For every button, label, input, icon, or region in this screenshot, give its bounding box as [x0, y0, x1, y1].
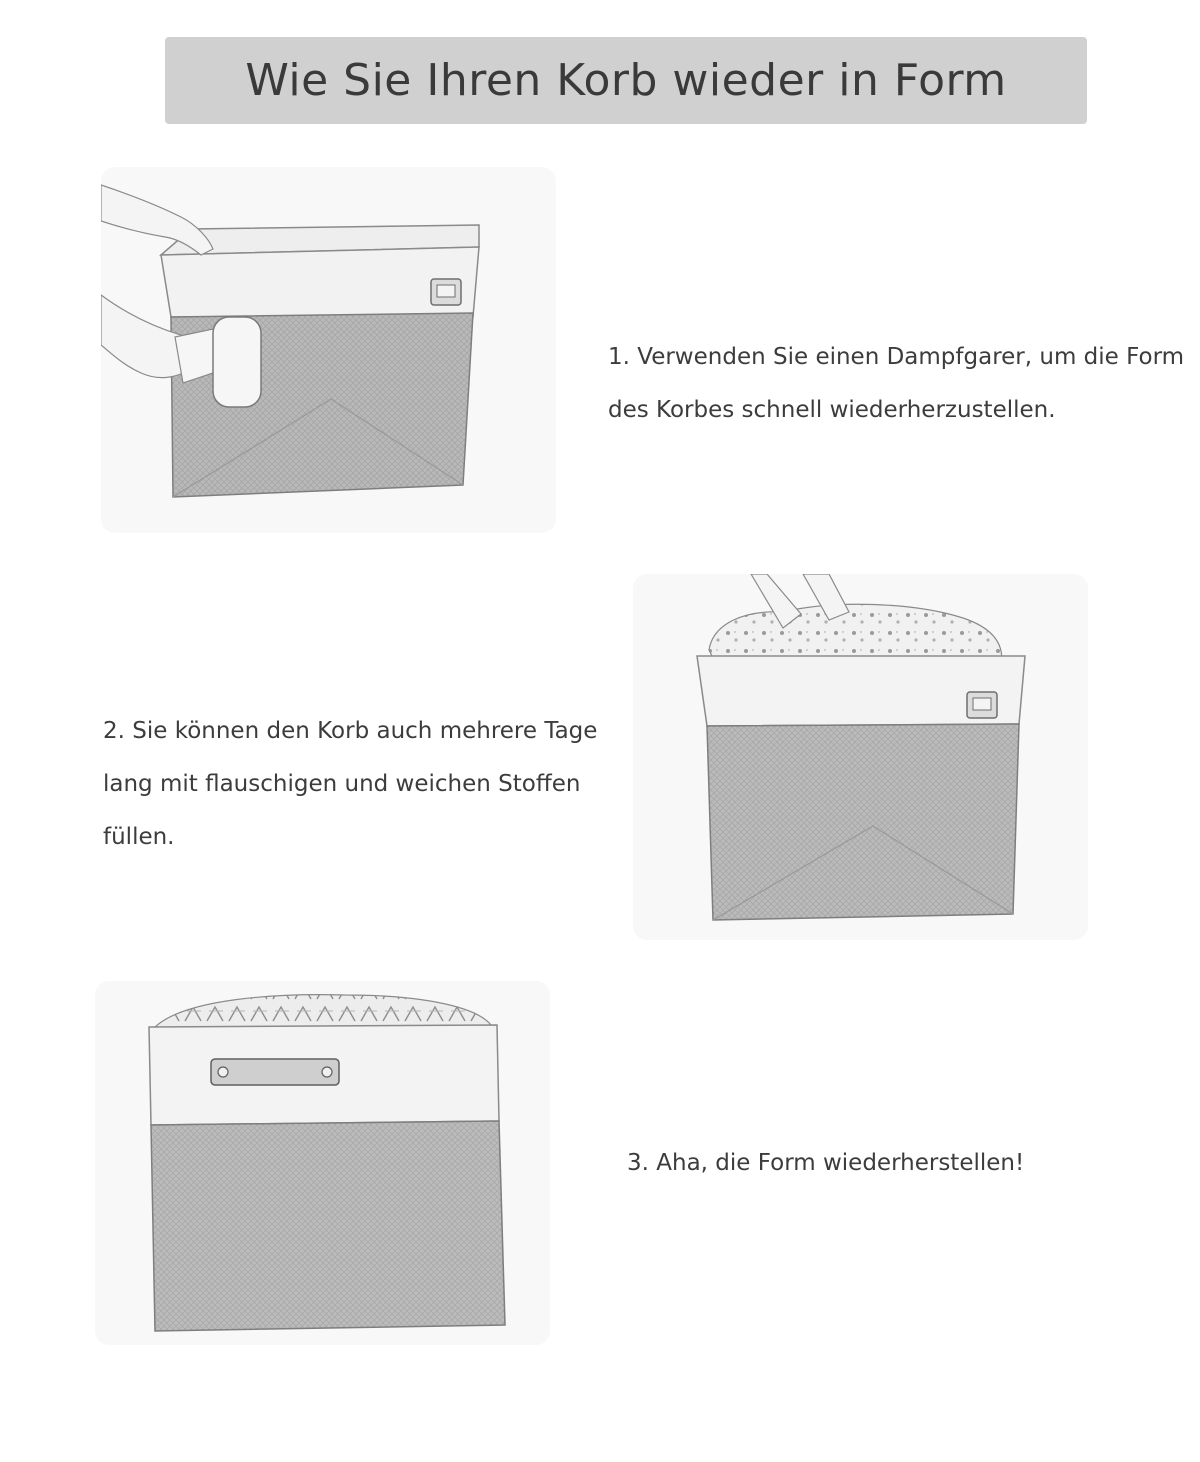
basket-steamer-drawing	[101, 167, 556, 533]
basket-fabric-drawing	[633, 574, 1088, 940]
page-title: Wie Sie Ihren Korb wieder in Form	[245, 55, 1007, 106]
step-2-text: 2. Sie können den Korb auch mehrere Tage lang mit flauschigen und weichen Stoffen füllen.	[103, 718, 598, 850]
step-2-illustration	[633, 574, 1088, 940]
step-3-illustration	[95, 981, 550, 1345]
title-banner	[165, 37, 1087, 124]
step-1-illustration	[101, 167, 556, 533]
basket-restored-drawing	[95, 981, 550, 1345]
step-1-text: 1. Verwenden Sie einen Dampfgarer, um die Form des Korbes schnell wiederherzustellen.	[608, 344, 1185, 423]
step-3-text: 3. Aha, die Form wiederherstellen!	[627, 1150, 1025, 1176]
